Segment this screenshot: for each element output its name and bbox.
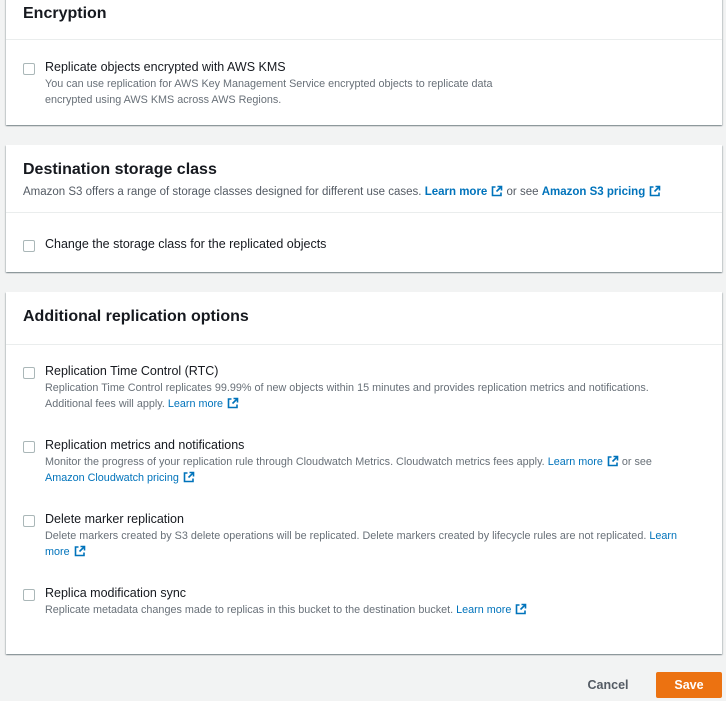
destination-desc-text: Amazon S3 offers a range of storage classes designed for different use cases. [23,186,422,198]
external-link-icon [74,545,86,557]
encryption-title: Encryption [23,5,107,22]
destination-learn-more-link[interactable] [425,186,504,198]
rtc-description [45,381,705,412]
rtc-desc-line2: Additional fees will apply. [45,397,165,410]
external-link-icon [227,397,239,409]
replica-sync-learn-more-link[interactable] [456,604,527,616]
kms-desc-line1: You can use replication for AWS Key Management Service encrypted objects to replicate data [45,78,493,90]
cloudwatch-pricing-text: Amazon Cloudwatch pricing [45,471,179,484]
rtc-checkbox[interactable] [23,367,35,379]
metrics-checkbox[interactable] [23,441,35,453]
destination-or-see: or see [506,186,539,198]
rtc-option [23,363,705,412]
kms-checkbox[interactable] [23,63,35,75]
delete-marker-label[interactable]: Delete marker replication [45,512,184,526]
replica-sync-desc-line1: Replicate metadata changes made to replicas in this bucket to the destination bucket. [45,604,454,616]
delete-marker-description [45,529,705,560]
cloudwatch-pricing-link[interactable] [45,472,195,484]
replica-sync-label[interactable]: Replica modification sync [45,586,187,600]
additional-header [6,292,722,345]
external-link-icon [649,185,661,197]
metrics-desc-line1: Monitor the progress of your replication rule through Cloudwatch Metrics. Cloudwatch metrics fees apply. [45,456,545,468]
save-button[interactable]: Save [656,672,722,698]
additional-body [6,345,722,619]
replica-sync-learn-more-text: Learn more [456,604,512,616]
replica-sync-option [23,585,705,619]
delete-marker-learn-text-a: Learn [649,530,677,542]
external-link-icon [491,185,503,197]
destination-description [23,185,705,198]
delete-marker-option [23,511,705,560]
change-storage-class-checkbox[interactable] [23,240,35,252]
encryption-header [6,0,722,40]
s3-pricing-text: Amazon S3 pricing [541,186,646,198]
destination-title: Destination storage class [23,161,217,178]
encryption-panel [6,0,722,125]
metrics-learn-more-text: Learn more [547,456,603,468]
destination-body [6,213,722,252]
rtc-label[interactable]: Replication Time Control (RTC) [45,364,219,378]
delete-marker-learn-link-a[interactable] [649,530,677,542]
additional-title: Additional replication options [23,308,249,325]
external-link-icon [515,603,527,615]
metrics-option [23,437,705,486]
metrics-or-see: or see [621,456,652,468]
external-link-icon [183,471,195,483]
additional-options-panel [6,292,722,654]
destination-learn-more-text: Learn more [424,186,488,198]
cancel-button[interactable]: Cancel [580,674,636,696]
replica-sync-checkbox[interactable] [23,589,35,601]
destination-header [6,145,722,213]
kms-desc-line2: encrypted using AWS KMS across AWS Regions. [45,93,282,106]
delete-marker-learn-text-b: more [45,545,70,558]
kms-label[interactable]: Replicate objects encrypted with AWS KMS [45,60,286,74]
metrics-learn-more-link[interactable] [548,456,619,468]
change-storage-class-label[interactable]: Change the storage class for the replicated objects [45,237,327,251]
encryption-body [6,40,722,108]
change-storage-class-option [23,236,705,252]
metrics-label[interactable]: Replication metrics and notifications [45,438,245,452]
rtc-desc-line1: Replication Time Control replicates 99.99% of new objects within 15 minutes and provides replication metrics and notifications. [45,382,649,394]
replica-sync-description [45,603,705,619]
kms-description [45,77,705,108]
delete-marker-desc-line1: Delete markers created by S3 delete operations will be replicated. Delete markers created by lifecycle rules are not replicated. [45,530,647,542]
kms-option [23,59,705,108]
external-link-icon [607,455,619,467]
rtc-learn-more-text: Learn more [167,397,224,410]
metrics-description [45,455,705,486]
delete-marker-checkbox[interactable] [23,515,35,527]
destination-storage-panel [6,145,722,272]
rtc-learn-more-link[interactable] [168,398,239,410]
delete-marker-learn-link-b[interactable] [45,546,86,558]
s3-pricing-link[interactable] [542,186,662,198]
